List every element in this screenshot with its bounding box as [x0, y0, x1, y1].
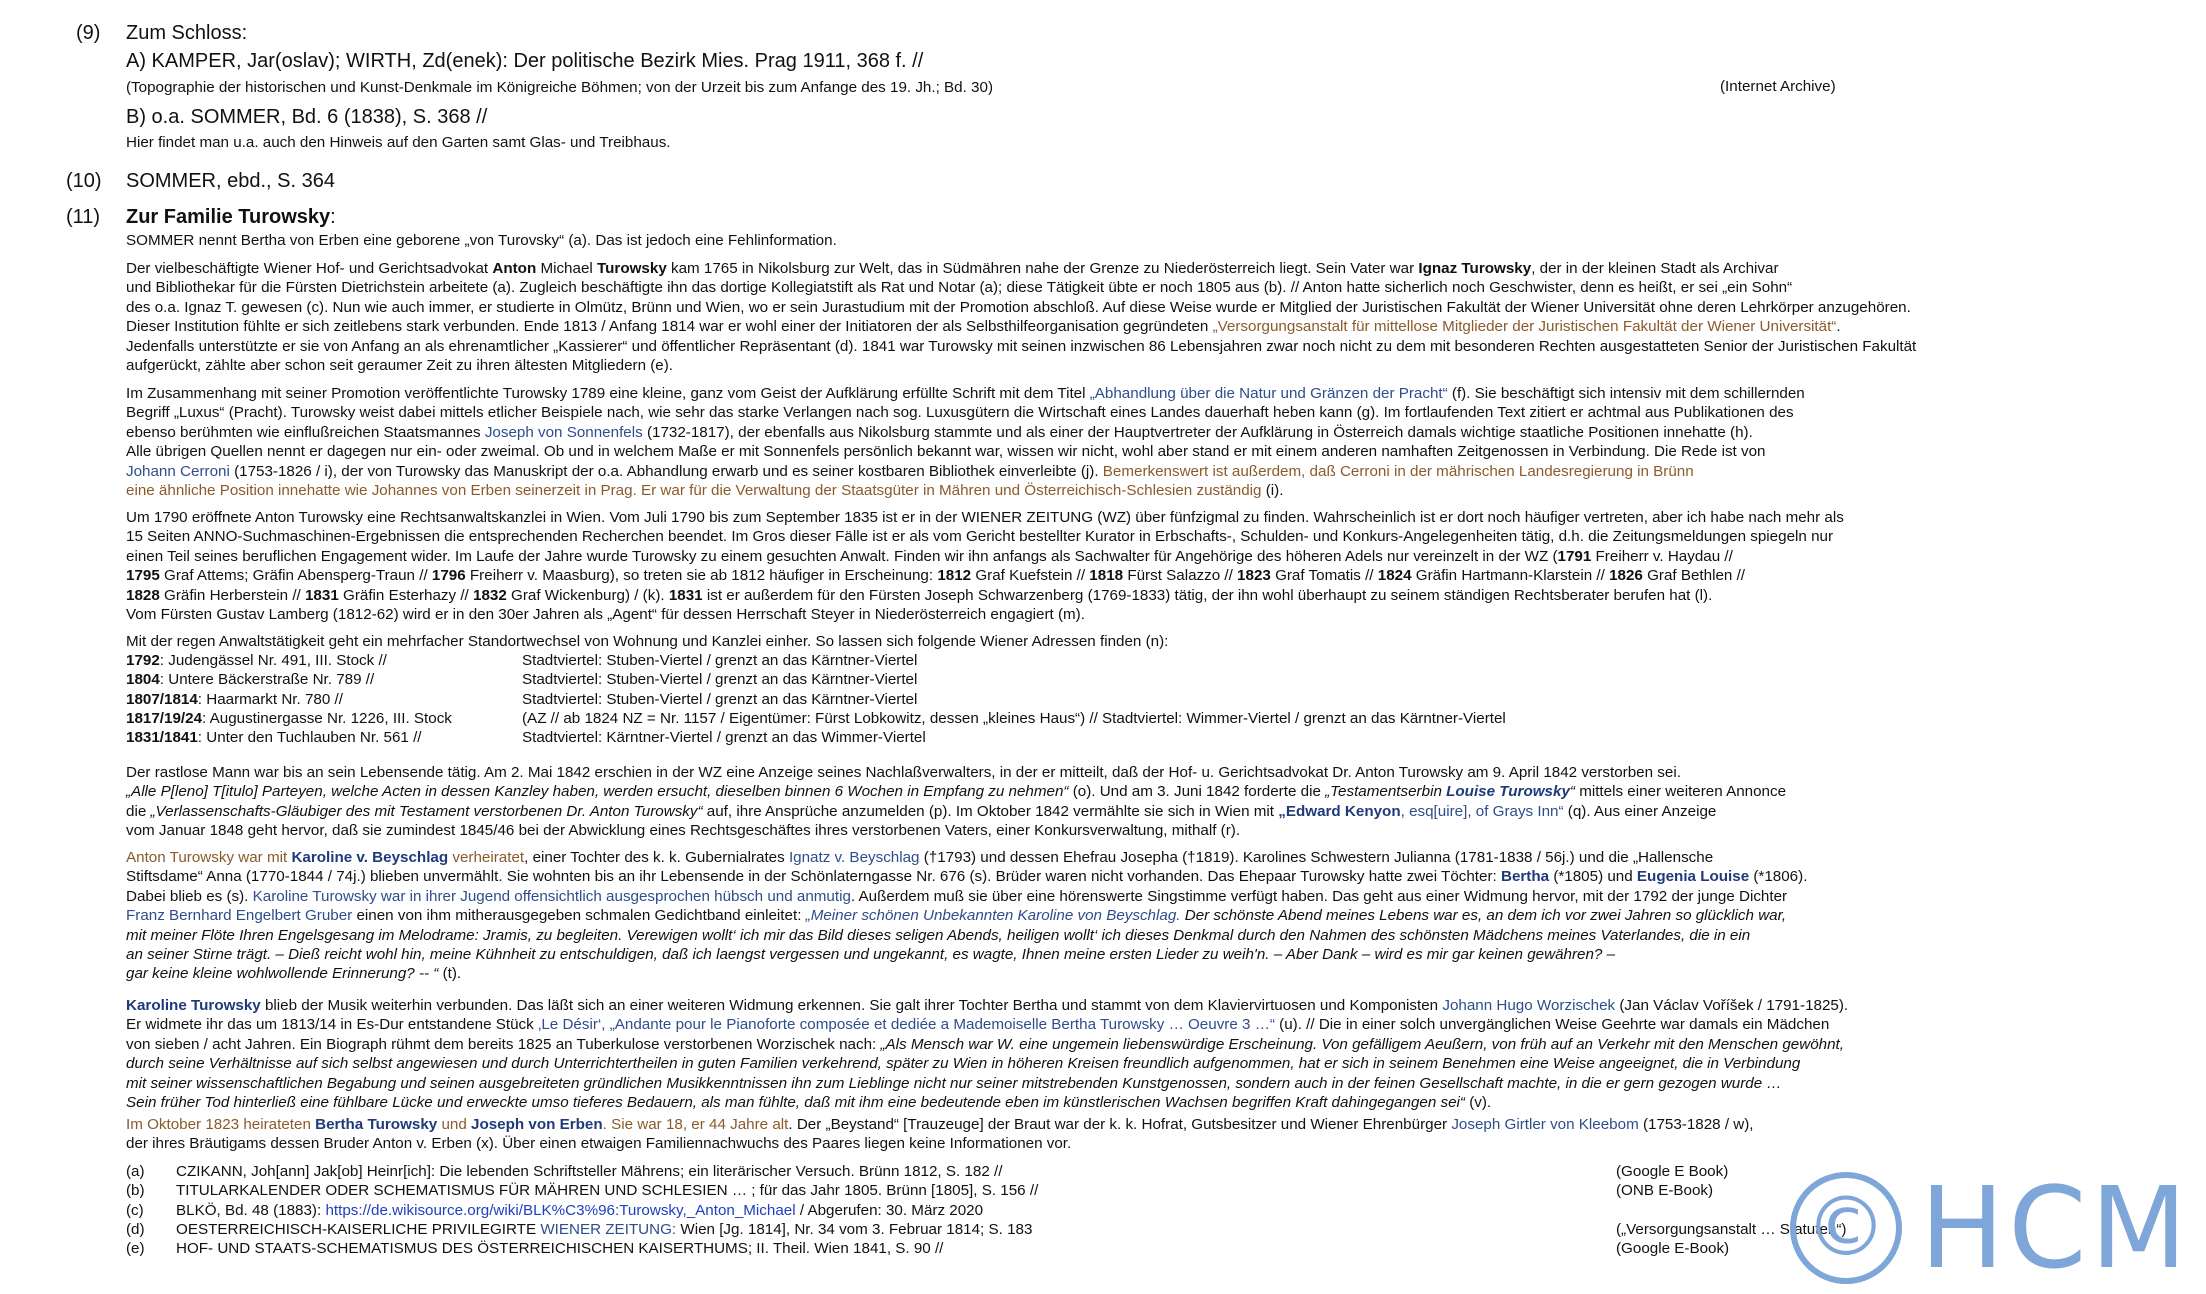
text-line: Der vielbeschäftigte Wiener Hof- und Gerichtsadvokat Anton Michael Turowsky kam 1765 in Nikolsburg zur Welt, das in Südmähren nahe der Grenze zu Niederösterreich liegt. Sein Vater war Ignaz Turowsky, der in der kleinen Stadt als Archivar	[126, 260, 1779, 277]
paragraph-2	[126, 384, 1805, 500]
text-line: einen Teil seines beruflichen Engagement wider. Im Laufe der Jahre wurde Turowsky zu einem gesuchten Anwalt. Finden wir ihn anfangs als Sachwalter für Angehörige des höheren Adels nur vereinzelt in der WZ (1791 Freiherr v. Haydau //	[126, 547, 1733, 565]
text-line: die „Verlassenschafts-Gläubiger des mit Testament verstorbenen Dr. Anton Turowsky“ auf, ihre Ansprüche anzumelden (p). Im Oktober 1842 vermählte sie sich in Wien mit „Edward Kenyon, esq[uire], of Grays Inn“ (q). Aus einer Anzeige	[126, 802, 1717, 820]
text-line: Jedenfalls unterstützte er sie von Anfang an als ehrenamtlicher „Kassierer“ und öffentlicher Repräsentant (d). 1841 war Turowsky mit seinen inzwischen 86 Lebensjahren zwar noch nicht zu dem mit besonderen Rechten ausgestatteten Senior der Juristischen Fakultät	[126, 337, 1917, 355]
text-line: Um 1790 eröffnete Anton Turowsky eine Rechtsanwaltskanzlei in Wien. Vom Juli 1790 bis zum September 1835 ist er in der WIENER ZEITUNG (WZ) über fünfzigmal zu finden. Wahrscheinlich ist er dort noch häufiger vertreten, aber ich habe nach mehr als	[126, 509, 1844, 526]
text-line: Der rastlose Mann war bis an sein Lebensende tätig. Am 2. Mai 1842 erschien in der WZ eine Anzeige seines Nachlaßverwalters, in der er mitteilt, daß der Hof- u. Gerichtsadvokat Dr. Anton Turowsky am 9. April 1842 verstorben sei.	[126, 764, 1681, 781]
reference-b-title: B) o.a. SOMMER, Bd. 6 (1838), S. 368 //	[126, 106, 488, 128]
paragraph-7	[126, 1115, 1754, 1154]
copyright-icon: ©	[1790, 1172, 1902, 1284]
text-line: Begriff „Luxus“ (Pracht). Turowsky weist dabei mittels etlicher Beispiele nach, wie sehr das starke Verlangen nach sog. Luxusgütern die Wirtschaft eines Landes dauerhaft heben kann (g). Im fortlaufenden Text zitiert er achtmal aus Publikationen des	[126, 404, 1794, 422]
text-line: 1828 Gräfin Herberstein // 1831 Gräfin Esterhazy // 1832 Graf Wickenburg) / (k). 1831 ist er außerdem für den Fürsten Joseph Schwarzenberg (1769-1833) tätig, der ihn wohl überhaupt zu seinem ständigen Rechtsberater berufen hat (l).	[126, 586, 1713, 604]
section-number: (10)	[66, 170, 102, 192]
text-line: Er widmete ihr das um 1813/14 in Es-Dur entstandene Stück ‚Le Désir‘, „Andante pour le Pianoforte composée et dediée a Mademoiselle Bertha Turowsky … Oeuvre 3 …“ (u). // Die in einer solch unvergänglichen Weise Geehrte war damals ein Mädchen	[126, 1016, 1830, 1034]
text-line: Johann Cerroni (1753-1826 / i), der von Turowsky das Manuskript der o.a. Abhandlung erwarb und es seiner kostbaren Bibliothek einverleibte (j). Bemerkenswert ist außerdem, daß Cerroni in der mährischen Landesregierung in Brünn	[126, 462, 1694, 480]
text-line: aufgerückt, zählte aber schon seit geraumer Zeit zu ihren ältesten Mitgliedern (e).	[126, 357, 674, 375]
text-line: Im Zusammenhang mit seiner Promotion veröffentlichte Turowsky 1789 eine kleine, ganz vom Geist der Aufklärung erfüllte Schrift mit dem Titel „Abhandlung über die Natur und Gränzen der Pracht“ (f). Sie beschäftigt sich intensiv mit dem schillernden	[126, 385, 1805, 402]
watermark	[1790, 1164, 2206, 1294]
text-line: an seiner Stirne trägt. – Dieß reicht wohl hin, meine Kühnheit zu entschuldigen, daß ich laengst vergessen und ungekannt, es wagte, Ihnen meine ersten Lieder zu weih'n. – Aber Dank – wird es mir gar keinen gewähren? –	[126, 946, 1616, 964]
address-row: 1831/1841: Unter den Tuchlauben Nr. 561 // Stadtviertel: Kärntner-Viertel / grenzt an das Wimmer-Viertel	[126, 728, 926, 746]
text-line: der ihres Bräutigams dessen Bruder Anton v. Erben (x). Über einen etwaigen Familiennachwuchs des Paares liegen keine Informationen vor.	[126, 1135, 1072, 1153]
address-row: 1792: Judengässel Nr. 491, III. Stock // Stadtviertel: Stuben-Viertel / grenzt an das Kärntner-Viertel	[126, 652, 918, 670]
reference-a-note: (Topographie der historischen und Kunst-Denkmale im Königreiche Böhmen; von der Urzeit bis zum Anfange des 19. Jh.; Bd. 30)	[126, 79, 993, 96]
paragraph-4	[126, 763, 1786, 841]
paragraph-5	[126, 848, 1807, 984]
paragraph-1	[126, 259, 1916, 375]
text-line: Sein früher Tod hinterließ eine fühlbare Lücke und erweckte umso tieferes Bedauern, als man fühlte, daß mit ihm eine bedeutende eben im künstlerischen Wachsen begriffen Kraft dahingegangen sei“ (v).	[126, 1094, 1492, 1112]
section-number: (11)	[66, 206, 101, 228]
address-intro: Mit der regen Anwaltstätigkeit geht ein mehrfacher Standortwechsel von Wohnung und Kanzlei einher. So lassen sich folgende Wiener Adressen finden (n):	[126, 633, 1169, 650]
paragraph-6	[126, 996, 1848, 1112]
text-line: des o.a. Ignaz T. gewesen (c). Nun wie auch immer, er studierte in Olmütz, Brünn und Wien, wo er sein Jurastudium mit der Promotion abschloß. Auf diese Weise wurde er Mitglied der Juristischen Fakultät der Wiener Universität ohne deren Lehrkörper anzugehören.	[126, 298, 1911, 316]
section-title: Zum Schloss:	[126, 22, 248, 44]
text-line: Stiftsdame“ Anna (1770-1844 / 74j.) blieben unvermählt. Sie wohnten bis an ihr Lebensende in der Schönlaterngasse Nr. 676 (s). Brüder waren nicht vorhanden. Das Ehepaar Turowsky hatte zwei Töchter: Bertha (*1805) und Eugenia Louise (*1806).	[126, 868, 1808, 886]
text-line: Karoline Turowsky blieb der Musik weiterhin verbunden. Das läßt sich an einer weiteren Widmung erkennen. Sie galt ihrer Tochter Bertha und stammt von dem Klaviervirtuosen und Komponisten Johann Hugo Worzischek (Jan Václav Voříšek / 1791-1825).	[126, 997, 1849, 1014]
text-line: gar keine kleine wohlwollende Erinnerung? -- “ (t).	[126, 965, 462, 983]
wikisource-link[interactable]: https://de.wikisource.org/wiki/BLK%C3%96:Turowsky,_Anton_Michael	[325, 1201, 796, 1219]
paragraph-3	[126, 508, 1844, 624]
text-line: durch seine Verhältnisse auf sich selbst angewiesen und durch Unterrichtertheilen in guten Familien verkehrend, später zu Wien in höheren Kreisen freundlich aufgenommen, hat er sich in seinem Benehmen eine Weise angeeignet, die in Verbindung	[126, 1055, 1801, 1073]
section-number: (9)	[76, 22, 101, 44]
text-line: Im Oktober 1823 heirateten Bertha Turowsky und Joseph von Erben. Sie war 18, er 44 Jahre alt. Der „Beystand“ [Trauzeuge] der Braut war der k. k. Hofrat, Gutsbesitzer und Wiener Ehrenbürger Joseph Girtler von Kleebom (1753-1828 / w),	[126, 1116, 1754, 1133]
text-line: Anton Turowsky war mit Karoline v. Beyschlag verheiratet, einer Tochter des k. k. Gubernialrates Ignatz v. Beyschlag (†1793) und dessen Ehefrau Josepha (†1819). Karolines Schwestern Julianna (1781-1838 / 56j.) und die „Hallensche	[126, 849, 1714, 866]
text-line: mit meiner Flöte Ihren Engelsgesang im Melodrame: Jramis, zu begleiten. Verewigen wollt‘ ich mir das Bild dieses seligen Abends, heiligen wollt‘ ich dieses Denkmal durch den Nahmen des schönsten Mädchens meines Vaterlandes, die in ein	[126, 926, 1751, 944]
text-line: vom Januar 1848 geht hervor, daß sie zumindest 1845/46 bei der Abwicklung eines Rechtsgeschäftes ihres verstorbenen Vaters, einer Konkursverwaltung, mithalf (r).	[126, 822, 1241, 840]
text-line: Vom Fürsten Gustav Lamberg (1812-62) wird er in den 30er Jahren als „Agent“ für dessen Herrschaft Steyer in Niederösterreich engagiert (m).	[126, 606, 1085, 624]
text-line: mit seiner wissenschaftlichen Begabung und seinen ausgebreiteten gründlichen Musikkenntnissen ihn zum Lieblinge nicht nur seiner mitstrebenden Kunstgenossen, sondern auch in der feinen Gesellschaft machte, in die er gern gezogen wurde …	[126, 1074, 1782, 1092]
text-line: „Alle P[leno] T[itulo] Parteyen, welche Acten in dessen Kanzley haben, werden ersucht, dieselben binnen 6 Wochen in Empfang zu nehmen“ (o). Und am 3. Juni 1842 forderte die „Testamentserbin Louise Turowsky“ mittels einer weiteren Annonce	[126, 783, 1787, 801]
text-line: und Bibliothekar für die Fürsten Dietrichstein arbeitete (a). Zugleich beschäftigte ihn das dortige Kollegiatstift als Rat und Notar (a); diese Tätigkeit übte er noch 1805 aus (b). // Anton hatte sicherlich noch Geschwister, denn es heißt, er sei „ein Sohn“	[126, 279, 1793, 297]
watermark-text: HCM	[1920, 1164, 2192, 1294]
text-line: Franz Bernhard Engelbert Gruber einen von ihm mitherausgegeben schmalen Gedichtband einleitet: „Meiner schönen Unbekannten Karoline von Beyschlag. Der schönste Abend meines Lebens war es, an dem ich vor zwei Jahren so glücklich war,	[126, 907, 1787, 925]
intro-text: SOMMER nennt Bertha von Erben eine geborene „von Turovsky“ (a). Das ist jedoch eine Fehlinformation.	[126, 232, 837, 249]
address-row: 1804: Untere Bäckerstraße Nr. 789 // Stadtviertel: Stuben-Viertel / grenzt an das Kärntner-Viertel	[126, 671, 918, 689]
text-line: von sieben / acht Jahren. Ein Biograph rühmt dem bereits 1825 an Tuberkulose verstorbenen Worzischek nach: „Als Mensch war W. eine ungemein liebenswürdige Erscheinung. Von gefälligem Aeußern, von früh auf an Verkehr mit den Menschen gewöhnt,	[126, 1035, 1844, 1053]
section-title: Zur Familie Turowsky:	[126, 206, 336, 228]
section-title: SOMMER, ebd., S. 364	[126, 170, 335, 192]
text-line: ebenso berühmten wie einflußreichen Staatsmannes Joseph von Sonnenfels (1732-1817), der ebenfalls aus Nikolsburg stammte und als einer der Hauptvertreter der Aufklärung in Österreich damals wichtige staatliche Positionen innehatte (h).	[126, 423, 1753, 441]
address-row: 1807/1814: Haarmarkt Nr. 780 // Stadtviertel: Stuben-Viertel / grenzt an das Kärntner-Viertel	[126, 690, 918, 708]
text-line: eine ähnliche Position innehatte wie Johannes von Erben seinerzeit in Prag. Er war für die Verwaltung der Staatsgüter in Mähren und Österreichisch-Schlesien zuständig (i).	[126, 482, 1284, 500]
document-page: (9) Zum Schloss: A) KAMPER, Jar(oslav); WIRTH, Zd(enek): Der politische Bezirk Mies. Prag 1911, 368 f. // (Topographie der historischen und Kunst-Denkmale im Königreiche Böhmen; von der Urzeit bis zum Anfange des 19. Jh.; Bd. 30) (Internet Archive) B) o.a. SOMMER, Bd. 6 (1838), S. 368 // Hier findet man u.a. auch den Hinweis auf den Garten samt Glas- und Treibhaus. (10) SOMMER, ebd., S. 364 (11) Zur Familie Turowsky: SOMMER nennt Bertha von Erben eine geborene „von Turovsky“ (a). Das ist jedoch eine Fehlinformation. Der vielbeschäftigte Wiener Hof- und Gerichtsadvokat Anton Michael Turowsky kam 1765 in Nikolsburg zur Welt, das in Südmähren nahe der Grenze zu Niederösterreich liegt. Sein Vater war Ignaz Turowsky, der in der kleinen Stadt als Archivar und Bibliothekar für die Fürsten Dietrichstein arbeitete (a). Zugleich beschäftigte ihn das dortige Kollegiatstift als Rat und Notar (a); diese Tätigkeit übte er noch 1805 aus (b). // Anton hatte sicherlich noch Geschwister, denn es heißt, er sei „ein Sohn“ des o.a. Ignaz T. gewesen (c). Nun wie auch immer, er studierte in Olmütz, Brünn und Wien, wo er sein Jurastudium mit der Promotion abschloß. Auf diese Weise wurde er Mitglied der Juristischen Fakultät der Wiener Universität ohne deren Lehrkörper anzugehören. Dieser Institution fühlte er sich zeitlebens stark verbunden. Ende 1813 / Anfang 1814 war er wohl einer der Initiatoren der als Selbsthilfeorganisation gegründeten „Versorgungsanstalt für mittellose Mitglieder der Juristischen Fakultät der Wiener Universität“. Jedenfalls unterstützte er sie von Anfang an als ehrenamtlicher „Kassierer“ und öffentlicher Repräsentant (d). 1841 war Turowsky mit seinen inzwischen 86 Lebensjahren zwar noch nicht zu dem mit besonderen Rechten ausgestatteten Senior der Juristischen Fakultät aufgerückt, zählte aber schon seit geraumer Zeit zu ihren ältesten Mitgliedern (e). Im Zusammenhang mit seiner Promotion veröffentlichte Turowsky 1789 eine kleine, ganz vom Geist der Aufklärung erfüllte Schrift mit dem Titel „Abhandlung über die Natur und Gränzen der Pracht“ (f). Sie beschäftigt sich intensiv mit dem schillernden Begriff „Luxus“ (Pracht). Turowsky weist dabei mittels etlicher Beispiele nach, wie sehr das starke Verlangen nach sog. Luxusgütern die Wirtschaft eines Landes dauerhaft heben kann (g). Im fortlaufenden Text zitiert er achtmal aus Publikationen des ebenso berühmten wie einflußreichen Staatsmannes Joseph von Sonnenfels (1732-1817), der ebenfalls aus Nikolsburg stammte und als einer der Hauptvertreter der Aufklärung in Österreich damals wichtige staatliche Positionen innehatte (h). Alle übrigen Quellen nennt er dagegen nur ein- oder zweimal. Ob und in welchem Maße er mit Sonnenfels persönlich bekannt war, wissen wir nicht, wohl aber stand er mit einem anderen namhaften Zeitgenossen in Verbindung. Die Rede ist von Johann Cerroni (1753-1826 / i), der von Turowsky das Manuskript der o.a. Abhandlung erwarb und es seiner kostbaren Bibliothek einverleibte (j). Bemerkenswert ist außerdem, daß Cerroni in der mährischen Landesregierung in Brünn eine ähnliche Position innehatte wie Johannes von Erben seinerzeit in Prag. Er war für die Verwaltung der Staatsgüter in Mähren und Österreichisch-Schlesien zuständig (i). Um 1790 eröffnete Anton Turowsky eine Rechtsanwaltskanzlei in Wien. Vom Juli 1790 bis zum September 1835 ist er in der WIENER ZEITUNG (WZ) über fünfzigmal zu finden. Wahrscheinlich ist er dort noch häufiger vertreten, aber ich habe nach mehr als 15 Seiten ANNO-Suchmaschinen-Ergebnissen die entsprechenden Recherchen beendet. Im Gros dieser Fälle ist er als vom Gericht bestellter Kurator in Erbschafts-, Schulden- und Konkurs-Angelegenheiten tätig, d.h. die Zeitungsmeldungen spiegeln nur einen Teil seines beruflichen Engagement wider. Im Laufe der Jahre wurde Turowsky zu einem gesuchten Anwalt. Finden wir ihn anfangs als Sachwalter für Angehörige des höheren Adels nur vereinzelt in der WZ (1791 Freiherr v. Haydau // 1795 Graf Attems; Gräfin Abensperg-Traun // 1796 Freiherr v. Maasburg), so treten sie ab 1812 häufiger in Erscheinung: 1812 Graf Kuefstein // 1818 Fürst Salazzo // 1823 Graf Tomatis // 1824 Gräfin Hartmann-Klarstein // 1826 Graf Bethlen // 1828 Gräfin Herberstein // 1831 Gräfin Esterhazy // 1832 Graf Wickenburg) / (k). 1831 ist er außerdem für den Fürsten Joseph Schwarzenberg (1769-1833) tätig, der ihn wohl überhaupt zu seinem ständigen Rechtsberater berufen hat (l). Vom Fürsten Gustav Lamberg (1812-62) wird er in den 30er Jahren als „Agent“ für dessen Herrschaft Steyer in Niederösterreich engagiert (m). Mit der regen Anwaltstätigkeit geht ein mehrfacher Standortwechsel von Wohnung und Kanzlei einher. So lassen sich folgende Wiener Adressen finden (n): 1792: Judengässel Nr. 491, III. Stock // Stadtviertel: Stuben-Viertel / grenzt an das Kärntner-Viertel 1804: Untere Bäckerstraße Nr. 789 // Stadtviertel: Stuben-Viertel / grenzt an das Kärntner-Viertel 1807/1814: Haarmarkt Nr. 780 // Stadtviertel: Stuben-Viertel / grenzt an das Kärntner-Viertel 1817/19/24: Augustinergasse Nr. 1226, III. Stock (AZ // ab 1824 NZ = Nr. 1157 / Eigentümer: Fürst Lobkowitz, dessen „kleines Haus“) // Stadtviertel: Wimmer-Viertel / grenzt an das Kärntner-Viertel 1831/1841: Unter den Tuchlauben Nr. 561 // Stadtviertel: Kärntner-Viertel / grenzt an das Wimmer-Viertel Der rastlose Mann war bis an sein Lebensende tätig. Am 2. Mai 1842 erschien in der WZ eine Anzeige seines Nachlaßverwalters, in der er mitteilt, daß der Hof- u. Gerichtsadvokat Dr. Anton Turowsky am 9. April 1842 verstorben sei. „Alle P[leno] T[itulo] Parteyen, welche Acten in dessen Kanzley haben, werden ersucht, dieselben binnen 6 Wochen in Empfang zu nehmen“ (o). Und am 3. Juni 1842 forderte die „Testamentserbin Louise Turowsky“ mittels einer weiteren Annonce die „Verlassenschafts-Gläubiger des mit Testament verstorbenen Dr. Anton Turowsky“ auf, ihre Ansprüche anzumelden (p). Im Oktober 1842 vermählte sie sich in Wien mit „Edward Kenyon, esq[uire], of Grays Inn“ (q). Aus einer Anzeige vom Januar 1848 geht hervor, daß sie zumindest 1845/46 bei der Abwicklung eines Rechtsgeschäftes ihres verstorbenen Vaters, einer Konkursverwaltung, mithalf (r). Anton Turowsky war mit Karoline v. Beyschlag verheiratet, einer Tochter des k. k. Gubernialrates Ignatz v. Beyschlag (†1793) und dessen Ehefrau Josepha (†1819). Karolines Schwestern Julianna (1781-1838 / 56j.) und die „Hallensche Stiftsdame“ Anna (1770-1844 / 74j.) blieben unvermählt. Sie wohnten bis an ihr Lebensende in der Schönlaterngasse Nr. 676 (s). Brüder waren nicht vorhanden. Das Ehepaar Turowsky hatte zwei Töchter: Bertha (*1805) und Eugenia Louise (*1806). Dabei blieb es (s). Karoline Turowsky war in ihrer Jugend offensichtlich ausgesprochen hübsch und anmutig. Außerdem muß sie über eine hörenswerte Singstimme verfügt haben. Das geht aus einer Widmung hervor, mit der 1792 der junge Dichter Franz Bernhard Engelbert Gruber einen von ihm mitherausgegeben schmalen Gedichtband einleitet: „Meiner schönen Unbekannten Karoline von Beyschlag. Der schönste Abend meines Lebens war es, an dem ich vor zwei Jahren so glücklich war, mit meiner Flöte Ihren Engelsgesang im Melodrame: Jramis, zu begleiten. Verewigen wollt‘ ich mir das Bild dieses seligen Abends, heiligen wollt‘ ich dieses Denkmal durch den Nahmen des schönsten Mädchens meines Vaterlandes, die in ein an seiner Stirne trägt. – Dieß reicht wohl hin, meine Kühnheit zu entschuldigen, daß ich laengst vergessen und ungekannt, es wagte, Ihnen meine ersten Lieder zu weih'n. – Aber Dank – wird es mir gar keinen gewähren? – gar keine kleine wohlwollende Erinnerung? -- “ (t). Karoline Turowsky blieb der Musik weiterhin verbunden. Das läßt sich an einer weiteren Widmung erkennen. Sie galt ihrer Tochter Bertha und stammt von dem Klaviervirtuosen und Komponisten Johann Hugo Worzischek (Jan Václav Voříšek / 1791-1825). Er widmete ihr das um 1813/14 in Es-Dur entstandene Stück ‚Le Désir‘, „Andante pour le Pianoforte composée et dediée a Mademoiselle Bertha Turowsky … Oeuvre 3 …“ (u). // Die in einer solch unvergänglichen Weise Geehrte war damals ein Mädchen von sieben / acht Jahren. Ein Biograph rühmt dem bereits 1825 an Tuberkulose verstorbenen Worzischek nach: „Als Mensch war W. eine ungemein liebenswürdige Erscheinung. Von gefälligem Aeußern, von früh auf an Verkehr mit den Menschen gewöhnt, durch seine Verhältnisse auf sich selbst angewiesen und durch Unterrichtertheilen in guten Familien verkehrend, später zu Wien in höheren Kreisen freundlich aufgenommen, hat er sich in seinem Benehmen eine Weise angeeignet, die in Verbindung mit seiner wissenschaftlichen Begabung und seinen ausgebreiteten gründlichen Musikkenntnissen ihn zum Lieblinge nicht nur seiner mitstrebenden Kunstgenossen, sondern auch in der feinen Gesellschaft machte, in die er gern gezogen wurde … Sein früher Tod hinterließ eine fühlbare Lücke und erweckte umso tieferes Bedauern, als man fühlte, daß mit ihm eine bedeutende eben im künstlerischen Wachsen begriffen Kraft dahingegangen sei“ (v). Im Oktober 1823 heirateten Bertha Turowsky und Joseph von Erben. Sie war 18, er 44 Jahre alt. Der „Beystand“ [Trauzeuge] der Braut war der k. k. Hofrat, Gutsbesitzer und Wiener Ehrenbürger Joseph Girtler von Kleebom (1753-1828 / w), der ihres Bräutigams dessen Bruder Anton v. Erben (x). Über einen etwaigen Familiennachwuchs des Paares liegen keine Informationen vor. (a) CZIKANN, Joh[ann] Jak[ob] Heinr[ich]: Die lebenden Schriftsteller Mährens; ein literärischer Versuch. Brünn 1812, S. 182 // (Google E Book) (b) TITULARKALENDER ODER SCHEMATISMUS FÜR MÄHREN UND SCHLESIEN … ; für das Jahr 1805. Brünn [1805], S. 156 // (ONB E-Book) (c) BLKÖ, Bd. 48 (1883): https://de.wikisource.org/wiki/BLK%C3%96:Turowsky,_Anton_Michael / Abgerufen: 30. März 2020 (d) OESTERREICHISCH-KAISERLICHE PRIVILEGIRTE WIENER ZEITUNG: Wien [Jg. 1814], Nr. 34 vom 3. Februar 1814; S. 183 („Versorgungsanstalt … Statuten“) (e) HOF- UND STAATS-SCHEMATISMUS DES ÖSTERREICHISCHEN KAISERTHUMS; II. Theil. Wien 1841, S. 90 // (Google E-Book) © HCM	[0, 0, 2206, 1276]
address-row: 1817/19/24: Augustinergasse Nr. 1226, III. Stock (AZ // ab 1824 NZ = Nr. 1157 / Eigentümer: Fürst Lobkowitz, dessen „kleines Haus“) // Stadtviertel: Wimmer-Viertel / grenzt an das Kärntner-Viertel	[126, 709, 1506, 727]
reference-a-source: (Internet Archive)	[1720, 78, 1836, 95]
text-line: Alle übrigen Quellen nennt er dagegen nur ein- oder zweimal. Ob und in welchem Maße er mit Sonnenfels persönlich bekannt war, wissen wir nicht, wohl aber stand er mit einem anderen namhaften Zeitgenossen in Verbindung. Die Rede ist von	[126, 443, 1766, 461]
reference-a-title: A) KAMPER, Jar(oslav); WIRTH, Zd(enek): Der politische Bezirk Mies. Prag 1911, 368 f. //	[126, 50, 924, 72]
text-line: Dieser Institution fühlte er sich zeitlebens stark verbunden. Ende 1813 / Anfang 1814 war er wohl einer der Initiatoren der als Selbsthilfeorganisation gegründeten „Versorgungsanstalt für mittellose Mitglieder der Juristischen Fakultät der Wiener Universität“.	[126, 318, 1841, 336]
text-line: 15 Seiten ANNO-Suchmaschinen-Ergebnissen die entsprechenden Recherchen beendet. Im Gros dieser Fälle ist er als vom Gericht bestellter Kurator in Erbschafts-, Schulden- und Konkurs-Angelegenheiten tätig, d.h. die Zeitungsmeldungen spiegeln nur	[126, 528, 1834, 546]
text-line: 1795 Graf Attems; Gräfin Abensperg-Traun // 1796 Freiherr v. Maasburg), so treten sie ab 1812 häufiger in Erscheinung: 1812 Graf Kuefstein // 1818 Fürst Salazzo // 1823 Graf Tomatis // 1824 Gräfin Hartmann-Klarstein // 1826 Graf Bethlen //	[126, 567, 1746, 585]
address-list	[126, 632, 1506, 747]
text-line: Dabei blieb es (s). Karoline Turowsky war in ihrer Jugend offensichtlich ausgesprochen hübsch und anmutig. Außerdem muß sie über eine hörenswerte Singstimme verfügt haben. Das geht aus einer Widmung hervor, mit der 1792 der junge Dichter	[126, 887, 1788, 905]
reference-b-note: Hier findet man u.a. auch den Hinweis auf den Garten samt Glas- und Treibhaus.	[126, 134, 671, 151]
